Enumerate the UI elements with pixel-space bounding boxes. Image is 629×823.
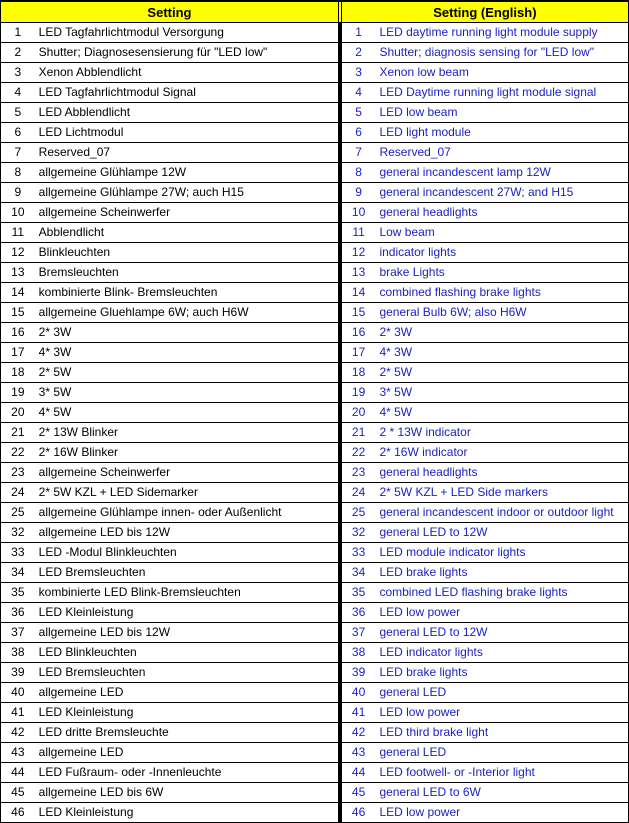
row-number: 38 [1,643,35,663]
row-number: 33 [1,543,35,563]
table-row [1,363,629,383]
table-row [1,383,629,403]
row-number: 22 [1,443,35,463]
setting-english: LED indicator lights [375,643,628,663]
row-number: 25 [1,503,35,523]
setting-english: general LED [375,743,628,763]
row-number: 21 [1,423,35,443]
setting-german: LED Bremsleuchten [35,563,339,583]
row-number: 6 [1,123,35,143]
table-row [1,603,629,623]
setting-english: LED brake lights [375,663,628,683]
table-row [1,163,629,183]
table-row [1,763,629,783]
row-number-english: 43 [341,743,375,763]
row-number-english: 25 [341,503,375,523]
setting-german: 2* 13W Blinker [35,423,339,443]
row-number-english: 3 [341,63,375,83]
table-row [1,183,629,203]
table-row [1,483,629,503]
table-row [1,403,629,423]
setting-german: LED Blinkleuchten [35,643,339,663]
row-number-english: 17 [341,343,375,363]
setting-english: 2* 5W KZL + LED Side markers [375,483,628,503]
row-number: 7 [1,143,35,163]
table-row [1,243,629,263]
table-row [1,43,629,63]
setting-english: LED footwell- or -Interior light [375,763,628,783]
row-number: 20 [1,403,35,423]
row-number: 37 [1,623,35,643]
table-row [1,143,629,163]
setting-english: LED low power [375,603,628,623]
row-number-english: 6 [341,123,375,143]
setting-english: general LED to 12W [375,623,628,643]
setting-english: general LED to 12W [375,523,628,543]
row-number: 41 [1,703,35,723]
setting-german: LED Lichtmodul [35,123,339,143]
setting-german: LED Kleinleistung [35,603,339,623]
row-number-english: 34 [341,563,375,583]
row-number: 5 [1,103,35,123]
row-number-english: 24 [341,483,375,503]
row-number: 3 [1,63,35,83]
setting-english: 4* 5W [375,403,628,423]
table-row [1,583,629,603]
setting-english: LED module indicator lights [375,543,628,563]
setting-english: 2* 5W [375,363,628,383]
row-number: 39 [1,663,35,683]
row-number-english: 20 [341,403,375,423]
row-number-english: 41 [341,703,375,723]
table-row [1,263,629,283]
setting-english: LED third brake light [375,723,628,743]
table-row [1,63,629,83]
row-number-english: 1 [341,23,375,43]
setting-english: 3* 5W [375,383,628,403]
table-row [1,423,629,443]
setting-english: 2 * 13W indicator [375,423,628,443]
row-number: 11 [1,223,35,243]
table-row [1,123,629,143]
row-number: 12 [1,243,35,263]
row-number-english: 4 [341,83,375,103]
table-row [1,703,629,723]
header-setting: Setting [1,1,339,23]
setting-english: LED Daytime running light module signal [375,83,628,103]
setting-german: 2* 16W Blinker [35,443,339,463]
setting-german: Xenon Abblendlicht [35,63,339,83]
row-number: 4 [1,83,35,103]
setting-german: LED Tagfahrlichtmodul Signal [35,83,339,103]
setting-english: general headlights [375,463,628,483]
table-row [1,563,629,583]
setting-german: allgemeine LED [35,683,339,703]
setting-german: 2* 5W KZL + LED Sidemarker [35,483,339,503]
setting-german: allgemeine Glühlampe 27W; auch H15 [35,183,339,203]
row-number: 43 [1,743,35,763]
setting-german: Blinkleuchten [35,243,339,263]
setting-german: LED dritte Bremsleuchte [35,723,339,743]
setting-german: LED Kleinleistung [35,803,339,823]
table-row [1,83,629,103]
setting-english: general incandescent 27W; and H15 [375,183,628,203]
setting-german: allgemeine LED bis 12W [35,623,339,643]
setting-german: Bremsleuchten [35,263,339,283]
header-row [1,1,629,23]
setting-english: general incandescent indoor or outdoor light [375,503,628,523]
setting-english: 4* 3W [375,343,628,363]
setting-english: indicator lights [375,243,628,263]
table-row [1,23,629,43]
row-number: 36 [1,603,35,623]
row-number: 17 [1,343,35,363]
table-row [1,463,629,483]
setting-english: LED daytime running light module supply [375,23,628,43]
setting-english: brake Lights [375,263,628,283]
setting-english: LED low power [375,703,628,723]
table-row [1,683,629,703]
setting-german: allgemeine Glühlampe innen- oder Außenlicht [35,503,339,523]
table-row [1,523,629,543]
row-number-english: 11 [341,223,375,243]
row-number: 32 [1,523,35,543]
setting-german: LED Tagfahrlichtmodul Versorgung [35,23,339,43]
row-number-english: 12 [341,243,375,263]
table-row [1,443,629,463]
row-number-english: 35 [341,583,375,603]
table-row [1,663,629,683]
setting-german: LED -Modul Blinkleuchten [35,543,339,563]
setting-german: 3* 5W [35,383,339,403]
setting-english: general LED to 6W [375,783,628,803]
row-number: 8 [1,163,35,183]
setting-english: general headlights [375,203,628,223]
setting-german: kombinierte Blink- Bremsleuchten [35,283,339,303]
row-number-english: 44 [341,763,375,783]
row-number-english: 22 [341,443,375,463]
setting-english: LED low power [375,803,628,823]
setting-german: Abblendlicht [35,223,339,243]
row-number: 34 [1,563,35,583]
setting-german: Reserved_07 [35,143,339,163]
row-number: 45 [1,783,35,803]
row-number-english: 32 [341,523,375,543]
setting-english: Xenon low beam [375,63,628,83]
row-number: 19 [1,383,35,403]
table-row [1,103,629,123]
row-number: 9 [1,183,35,203]
row-number: 15 [1,303,35,323]
row-number-english: 2 [341,43,375,63]
setting-english: combined LED flashing brake lights [375,583,628,603]
setting-german: LED Bremsleuchten [35,663,339,683]
setting-german: kombinierte LED Blink-Bremsleuchten [35,583,339,603]
setting-german: allgemeine Glühlampe 12W [35,163,339,183]
table-row [1,223,629,243]
row-number: 1 [1,23,35,43]
row-number: 14 [1,283,35,303]
row-number-english: 9 [341,183,375,203]
row-number-english: 14 [341,283,375,303]
row-number-english: 19 [341,383,375,403]
row-number-english: 42 [341,723,375,743]
row-number: 40 [1,683,35,703]
setting-german: allgemeine LED bis 6W [35,783,339,803]
setting-german: allgemeine LED bis 12W [35,523,339,543]
setting-english: general incandescent lamp 12W [375,163,628,183]
setting-english: LED light module [375,123,628,143]
table-row [1,343,629,363]
table-row [1,643,629,663]
table-row [1,723,629,743]
row-number: 42 [1,723,35,743]
setting-german: allgemeine LED [35,743,339,763]
setting-english: LED low beam [375,103,628,123]
setting-german: LED Abblendlicht [35,103,339,123]
row-number-english: 10 [341,203,375,223]
setting-german: 2* 3W [35,323,339,343]
row-number-english: 39 [341,663,375,683]
setting-german: LED Fußraum- oder -Innenleuchte [35,763,339,783]
row-number: 18 [1,363,35,383]
table-row [1,743,629,763]
row-number-english: 40 [341,683,375,703]
setting-english: combined flashing brake lights [375,283,628,303]
setting-english: 2* 3W [375,323,628,343]
row-number: 16 [1,323,35,343]
row-number-english: 8 [341,163,375,183]
setting-german: 4* 3W [35,343,339,363]
row-number-english: 15 [341,303,375,323]
header-setting-english: Setting (English) [341,1,628,23]
row-number-english: 16 [341,323,375,343]
row-number: 10 [1,203,35,223]
row-number: 13 [1,263,35,283]
setting-german: allgemeine Scheinwerfer [35,463,339,483]
row-number: 44 [1,763,35,783]
setting-english: Reserved_07 [375,143,628,163]
setting-german: 4* 5W [35,403,339,423]
table-row [1,303,629,323]
row-number-english: 46 [341,803,375,823]
row-number-english: 33 [341,543,375,563]
row-number: 35 [1,583,35,603]
row-number-english: 38 [341,643,375,663]
row-number-english: 18 [341,363,375,383]
table-body [1,23,629,823]
table-row [1,783,629,803]
setting-german: allgemeine Scheinwerfer [35,203,339,223]
setting-german: 2* 5W [35,363,339,383]
setting-english: 2* 16W indicator [375,443,628,463]
row-number-english: 23 [341,463,375,483]
row-number: 46 [1,803,35,823]
row-number: 23 [1,463,35,483]
table-row [1,803,629,823]
table-row [1,323,629,343]
setting-english: Shutter; diagnosis sensing for "LED low" [375,43,628,63]
setting-english: LED brake lights [375,563,628,583]
row-number-english: 36 [341,603,375,623]
table-row [1,623,629,643]
setting-german: LED Kleinleistung [35,703,339,723]
setting-english: general Bulb 6W; also H6W [375,303,628,323]
row-number-english: 13 [341,263,375,283]
table-row [1,503,629,523]
table-row [1,203,629,223]
setting-english: Low beam [375,223,628,243]
row-number-english: 21 [341,423,375,443]
setting-german: allgemeine Gluehlampe 6W; auch H6W [35,303,339,323]
table-row [1,283,629,303]
row-number-english: 45 [341,783,375,803]
setting-german: Shutter; Diagnosesensierung für "LED low" [35,43,339,63]
setting-english: general LED [375,683,628,703]
row-number-english: 7 [341,143,375,163]
row-number: 24 [1,483,35,503]
row-number-english: 37 [341,623,375,643]
row-number-english: 5 [341,103,375,123]
table-row [1,543,629,563]
row-number: 2 [1,43,35,63]
